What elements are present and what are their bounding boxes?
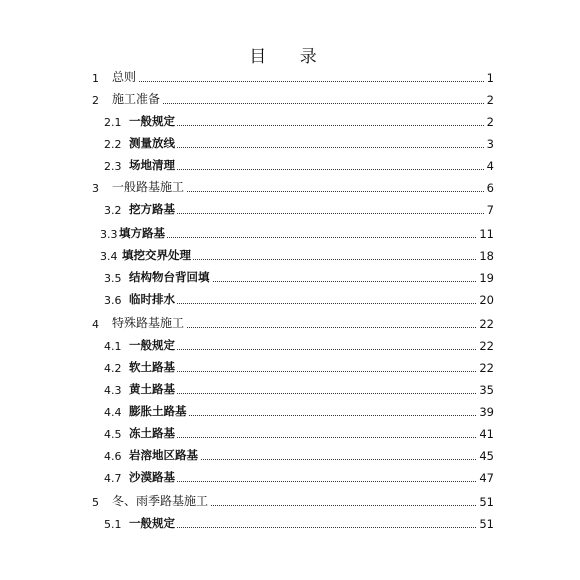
toc-entry-number: 2.2 bbox=[104, 138, 122, 151]
toc-entry-label: 施工准备 bbox=[112, 92, 161, 106]
toc-entry bbox=[0, 199, 580, 219]
toc-entry-number: 1 bbox=[92, 72, 99, 85]
toc-entry-label: 冻土路基 bbox=[129, 426, 175, 440]
toc-entry bbox=[0, 313, 580, 333]
toc-entry-label: 特殊路基施工 bbox=[112, 316, 185, 330]
toc-entry-label: 软土路基 bbox=[129, 360, 175, 374]
toc-entry-page: 1 bbox=[486, 71, 494, 85]
toc-entry bbox=[0, 289, 580, 309]
toc-entry bbox=[0, 379, 580, 399]
toc-entry-label: 一般规定 bbox=[129, 338, 175, 352]
toc-entry-label: 填挖交界处理 bbox=[122, 248, 191, 262]
toc-leader-dots bbox=[129, 147, 494, 148]
toc-entry bbox=[0, 245, 580, 265]
toc-leader-dots bbox=[129, 437, 494, 438]
toc-entry-number: 3 bbox=[92, 182, 99, 195]
toc-entry-label: 岩溶地区路基 bbox=[129, 448, 198, 462]
toc-entry-label: 黄土路基 bbox=[129, 382, 175, 396]
toc-leader-dots bbox=[129, 481, 494, 482]
toc-entry-page: 45 bbox=[479, 449, 494, 463]
toc-entry-number: 3.6 bbox=[104, 294, 122, 307]
toc-leader-dots bbox=[129, 349, 494, 350]
toc-entry-number: 5.1 bbox=[104, 518, 122, 531]
toc-entry bbox=[0, 445, 580, 465]
toc-entry-label: 填方路基 bbox=[119, 226, 165, 240]
toc-entry-page: 2 bbox=[486, 115, 494, 129]
toc-leader-dots bbox=[129, 125, 494, 126]
toc-entry-number: 2.1 bbox=[104, 116, 122, 129]
toc-entry-page: 6 bbox=[486, 181, 494, 195]
toc-entry-number: 2.3 bbox=[104, 160, 122, 173]
toc-entry-label: 沙漠路基 bbox=[129, 470, 175, 484]
toc-entry-number: 3.3 bbox=[100, 228, 118, 241]
toc-entry bbox=[0, 357, 580, 377]
toc-leader-dots bbox=[112, 81, 494, 82]
toc-leader-dots bbox=[112, 103, 494, 104]
toc-entry-page: 4 bbox=[486, 159, 494, 173]
toc-entry-page: 39 bbox=[479, 405, 494, 419]
toc-entry-page: 51 bbox=[479, 495, 494, 509]
toc-entry-number: 5 bbox=[92, 496, 99, 509]
toc-entry bbox=[0, 467, 580, 487]
toc-entry-number: 3.4 bbox=[100, 250, 118, 263]
toc-entry-number: 4.7 bbox=[104, 472, 122, 485]
toc-entry-number: 3.2 bbox=[104, 204, 122, 217]
toc-entry-label: 场地清理 bbox=[129, 158, 175, 172]
toc-entry-page: 47 bbox=[479, 471, 494, 485]
toc-entry-page: 18 bbox=[479, 249, 494, 263]
page-title: 目 录 bbox=[249, 47, 331, 67]
toc-entry-label: 一般规定 bbox=[129, 114, 175, 128]
toc-entry bbox=[0, 223, 580, 243]
toc-entry-label: 测量放线 bbox=[129, 136, 175, 150]
toc-entry-number: 2 bbox=[92, 94, 99, 107]
toc-entry-number: 4.6 bbox=[104, 450, 122, 463]
toc-entry-label: 临时排水 bbox=[129, 292, 175, 306]
toc-entry-label: 膨胀土路基 bbox=[129, 404, 187, 418]
toc-entry-page: 51 bbox=[479, 517, 494, 531]
toc-entry-page: 20 bbox=[479, 293, 494, 307]
toc-entry-label: 挖方路基 bbox=[129, 202, 175, 216]
toc-entry bbox=[0, 335, 580, 355]
toc-leader-dots bbox=[129, 303, 494, 304]
toc-entry bbox=[0, 513, 580, 533]
toc-entry bbox=[0, 423, 580, 443]
toc-entry-label: 一般路基施工 bbox=[112, 180, 185, 194]
toc-entry-number: 4.3 bbox=[104, 384, 122, 397]
toc-entry-page: 22 bbox=[479, 339, 494, 353]
toc-entry bbox=[0, 67, 580, 87]
toc-leader-dots bbox=[119, 237, 494, 238]
toc-entry-page: 35 bbox=[479, 383, 494, 397]
toc-entry-number: 3.5 bbox=[104, 272, 122, 285]
toc-entry-number: 4 bbox=[92, 318, 99, 331]
toc-entry bbox=[0, 111, 580, 131]
toc-entry bbox=[0, 155, 580, 175]
toc-leader-dots bbox=[129, 527, 494, 528]
toc-entry bbox=[0, 491, 580, 511]
toc-entry-number: 4.4 bbox=[104, 406, 122, 419]
toc-entry bbox=[0, 177, 580, 197]
toc-entry-page: 7 bbox=[486, 203, 494, 217]
toc-entry-number: 4.2 bbox=[104, 362, 122, 375]
toc-entry-page: 3 bbox=[486, 137, 494, 151]
toc-entry bbox=[0, 133, 580, 153]
toc-entry-label: 结构物台背回填 bbox=[129, 270, 210, 284]
toc-leader-dots bbox=[129, 169, 494, 170]
toc-entry-label: 一般规定 bbox=[129, 516, 175, 530]
toc-entry-page: 11 bbox=[479, 227, 494, 241]
toc-entry bbox=[0, 267, 580, 287]
toc-entry-label: 冬、雨季路基施工 bbox=[112, 494, 209, 508]
toc-entry-page: 22 bbox=[479, 317, 494, 331]
toc-leader-dots bbox=[129, 393, 494, 394]
toc-entry-number: 4.5 bbox=[104, 428, 122, 441]
toc-entry-page: 22 bbox=[479, 361, 494, 375]
toc-entry-page: 19 bbox=[479, 271, 494, 285]
toc-leader-dots bbox=[129, 213, 494, 214]
toc-entry-number: 4.1 bbox=[104, 340, 122, 353]
toc-entry-page: 2 bbox=[486, 93, 494, 107]
toc-entry-label: 总则 bbox=[112, 70, 137, 84]
toc-entry bbox=[0, 401, 580, 421]
toc-entry-page: 41 bbox=[479, 427, 494, 441]
toc-leader-dots bbox=[129, 371, 494, 372]
toc-entry bbox=[0, 89, 580, 109]
